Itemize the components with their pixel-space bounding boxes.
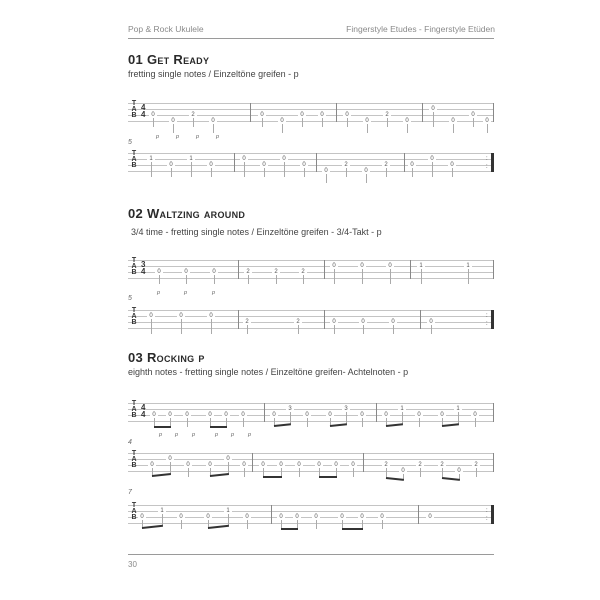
etude-title-01: 01 Get Ready <box>128 52 210 67</box>
final-barline <box>491 310 494 329</box>
footer-divider <box>128 554 494 555</box>
tab-staff-01-1: T A B 4 4 0 0 2 0 0 0 0 0 0 0 2 0 0 0 0 0 <box>128 103 494 123</box>
tab-staff-03-3: T A B : : 0 1 0 0 1 0 0 0 0 0 0 0 0 <box>128 505 494 525</box>
book-title-header: Pop & Rock Ukulele <box>128 24 204 34</box>
tab-staff-02-2: T A B : : 0 0 0 2 2 0 0 0 0 <box>128 310 494 330</box>
tab-clef: T A B <box>131 257 137 276</box>
etude-subtitle-01: fretting single notes / Einzeltöne greifen - p <box>128 69 299 79</box>
header-divider <box>128 38 494 39</box>
time-signature: 3 4 <box>141 260 146 276</box>
measure-number: 5 <box>128 295 132 302</box>
time-signature: 4 4 <box>141 403 146 419</box>
tab-clef: T A B <box>131 502 137 521</box>
final-barline <box>491 153 494 172</box>
etude-subtitle-02: 3/4 time - fretting single notes / Einzeltöne greifen - 3/4-Takt - p <box>131 227 382 237</box>
measure-number: 7 <box>128 489 132 496</box>
sheet-music-page: Pop & Rock Ukulele Fingerstyle Etudes - Fingerstyle Etüden 01 Get Ready fretting single notes / Einzeltöne greifen - p T A B 4 4 0 0 2 0 0 0 0 0 0 0 2 0 0 0 0 0 p p p p 5 T A B : : 1 0 1 0 0 0 0 0 0 2 0 2 0 0 0 02 Waltzing around 3/4 time - fretting single notes / Einzeltöne greifen - 3/4-Takt - p T A B 3 4 0 0 0 2 2 2 0 0 0 1 1 p p p 5 T A B : : 0 0 0 2 2 0 0 0 0 03 Rocking p eighth notes - fretting single notes / Einzeltöne greifen- Achtelnoten - p T A B 4 4 0 0 0 0 0 0 0 3 0 0 3 0 0 1 0 0 1 0 p p p p p p 4 T A B 0 0 0 0 0 0 0 0 0 0 0 0 2 0 2 2 0 2 7 T A B : : 0 1 0 0 1 0 0 0 0 0 0 0 0 30 <box>0 0 600 600</box>
page-number: 30 <box>128 560 137 569</box>
tab-staff-03-2: T A B 0 0 0 0 0 0 0 0 0 0 0 0 2 0 2 2 0 2 <box>128 453 494 473</box>
etude-title-02: 02 Waltzing around <box>128 206 246 221</box>
final-barline <box>491 505 494 524</box>
time-signature: 4 4 <box>141 103 146 119</box>
tab-clef: T A B <box>131 307 137 326</box>
tab-staff-03-1: T A B 4 4 0 0 0 0 0 0 0 3 0 0 3 0 0 1 0 0 1 0 <box>128 403 494 423</box>
tab-staff-02-1: T A B 3 4 0 0 0 2 2 2 0 0 0 1 1 <box>128 260 494 280</box>
etude-subtitle-03: eighth notes - fretting single notes / Einzeltöne greifen- Achtelnoten - p <box>128 367 409 377</box>
tab-clef: T A B <box>131 150 137 169</box>
measure-number: 5 <box>128 139 132 146</box>
measure-number: 4 <box>128 439 132 446</box>
etude-title-03: 03 Rocking p <box>128 350 205 365</box>
chapter-title-header: Fingerstyle Etudes - Fingerstyle Etüden <box>346 24 495 34</box>
tab-clef: T A B <box>131 450 137 469</box>
tab-clef: T A B <box>131 100 137 119</box>
tab-clef: T A B <box>131 400 137 419</box>
tab-staff-01-2: T A B : : 1 0 1 0 0 0 0 0 0 2 0 2 0 0 0 <box>128 153 494 173</box>
